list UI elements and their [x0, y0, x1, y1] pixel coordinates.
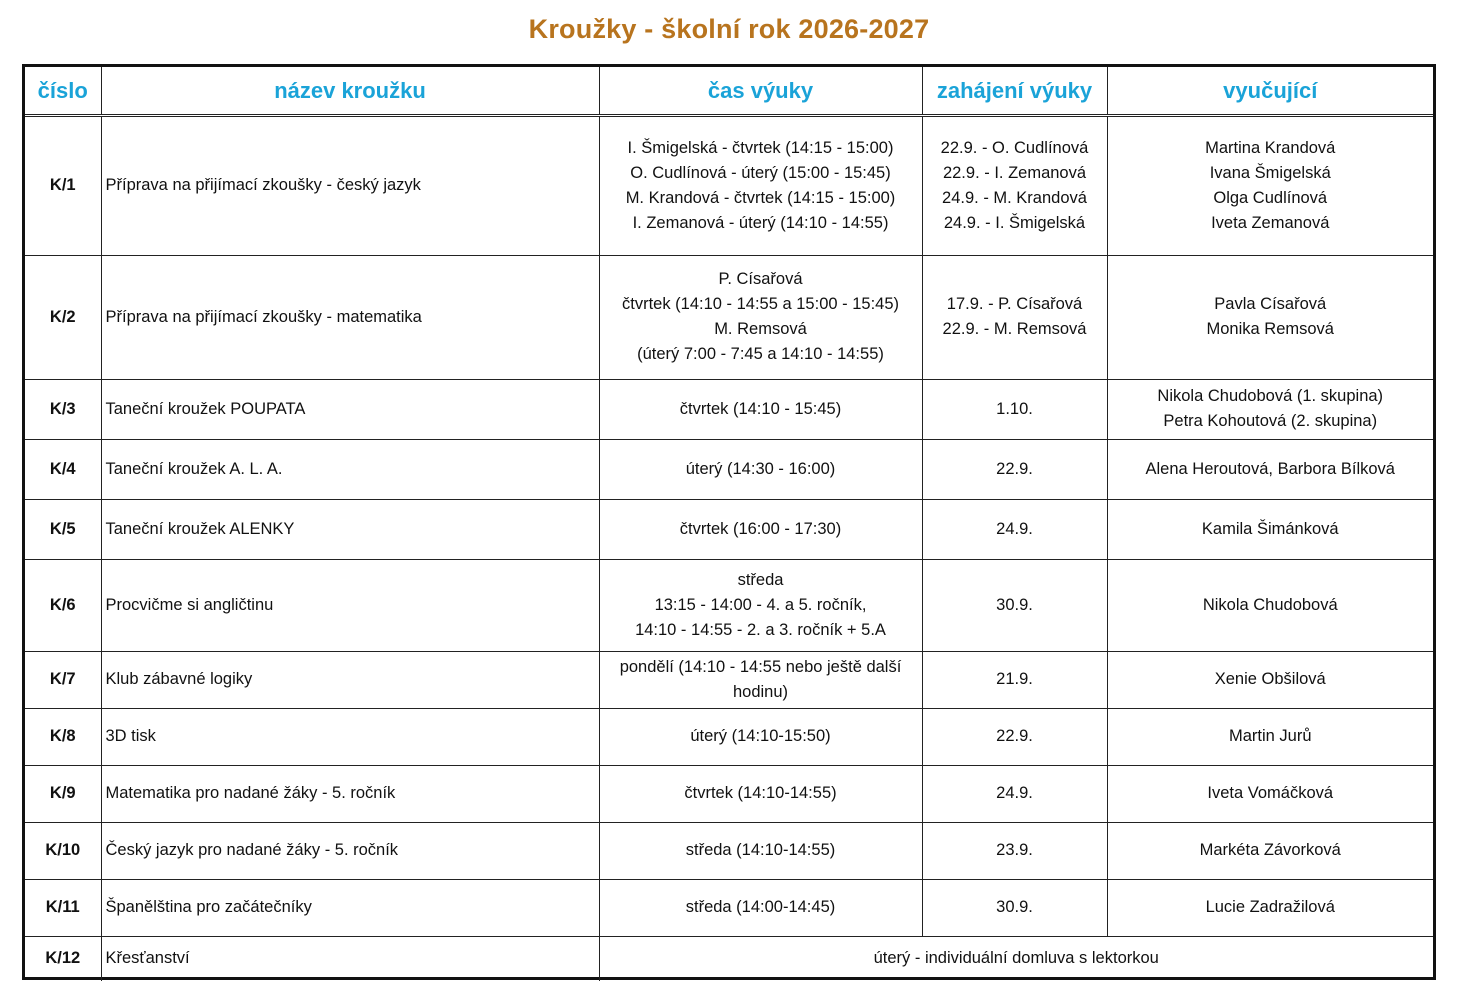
- teachers: [1107, 708, 1433, 765]
- table-row: [25, 765, 1433, 822]
- lesson-start: [922, 822, 1107, 879]
- table-row: [25, 379, 1433, 439]
- lesson-start: [922, 255, 1107, 379]
- club-name: Příprava na přijímací zkoušky - matematika: [101, 255, 599, 379]
- teachers: [1107, 379, 1433, 439]
- club-number: K/8: [25, 708, 101, 765]
- club-name: Taneční kroužek POUPATA: [101, 379, 599, 439]
- teachers-line: Martin Jurů: [1228, 727, 1312, 745]
- header-vyucujici: vyučující: [1107, 67, 1433, 115]
- table-row: [25, 559, 1433, 651]
- lesson-start-line: 21.9.: [996, 670, 1033, 688]
- club-number: K/2: [25, 255, 101, 379]
- teachers: [1107, 499, 1433, 559]
- lesson-time-line: (úterý 7:00 - 7:45 a 14:10 - 14:55): [637, 345, 884, 363]
- lesson-start: [922, 499, 1107, 559]
- lesson-start-line: 22.9.: [996, 727, 1033, 745]
- schedule-table: [25, 67, 1433, 981]
- club-name: Příprava na přijímací zkoušky - český jazyk: [101, 115, 599, 255]
- teachers-line: Markéta Závorková: [1199, 841, 1341, 859]
- teachers-line: Alena Heroutová, Barbora Bílková: [1145, 459, 1395, 478]
- teachers: [1107, 765, 1433, 822]
- lesson-time-line: M. Remsová: [714, 320, 807, 338]
- club-name: Taneční kroužek ALENKY: [101, 499, 599, 559]
- club-name: Matematika pro nadané žáky - 5. ročník: [101, 765, 599, 822]
- lesson-time: [599, 651, 922, 708]
- lesson-time: [599, 708, 922, 765]
- teachers: [1107, 559, 1433, 651]
- club-name: Španělština pro začátečníky: [101, 879, 599, 936]
- lesson-time-line: P. Císařová: [718, 270, 803, 288]
- lesson-time-line: úterý (14:30 - 16:00): [685, 459, 836, 478]
- teachers-line: Olga Cudlínová: [1213, 188, 1328, 207]
- lesson-start-line: 30.9.: [996, 595, 1033, 614]
- header-cas: čas výuky: [599, 67, 922, 115]
- lesson-start-line: 22.9. - M. Remsová: [942, 320, 1087, 338]
- teachers-line: Iveta Zemanová: [1211, 213, 1330, 232]
- teachers: [1107, 651, 1433, 708]
- lesson-time: [599, 765, 922, 822]
- table-row: [25, 708, 1433, 765]
- lesson-time-line: pondělí (14:10 - 14:55 nebo ještě další: [619, 657, 902, 676]
- lesson-time: [599, 379, 922, 439]
- lesson-time: [599, 439, 922, 499]
- lesson-start: [922, 651, 1107, 708]
- merged-note: úterý - individuální domluva s lektorkou: [599, 936, 1433, 981]
- lesson-time-line: I. Zemanová - úterý (14:10 - 14:55): [632, 213, 889, 232]
- club-number: K/3: [25, 379, 101, 439]
- lesson-start: [922, 708, 1107, 765]
- club-number: K/12: [25, 936, 101, 981]
- lesson-start-line: 24.9.: [996, 784, 1033, 802]
- teachers: [1107, 879, 1433, 936]
- table-row: [25, 499, 1433, 559]
- teachers: [1107, 439, 1433, 499]
- teachers-line: Petra Kohoutová (2. skupina): [1163, 412, 1378, 430]
- lesson-time-line: O. Cudlínová - úterý (15:00 - 15:45): [630, 163, 891, 182]
- table-row: [25, 115, 1433, 255]
- teachers-line: Iveta Vomáčková: [1207, 784, 1334, 802]
- teachers-line: Kamila Šimánková: [1201, 519, 1339, 538]
- club-number: K/5: [25, 499, 101, 559]
- lesson-time: [599, 559, 922, 651]
- lesson-start-line: 17.9. - P. Císařová: [946, 295, 1083, 313]
- lesson-start-line: 22.9. - I. Zemanová: [942, 163, 1087, 182]
- club-name: Křesťanství: [101, 936, 599, 981]
- club-number: K/10: [25, 822, 101, 879]
- table-row: [25, 822, 1433, 879]
- page-title: Kroužky - školní rok 2026-2027: [528, 14, 930, 44]
- lesson-start-line: 30.9.: [996, 898, 1033, 916]
- lesson-start-line: 24.9. - M. Krandová: [942, 188, 1087, 207]
- lesson-time: [599, 115, 922, 255]
- lesson-time: [599, 499, 922, 559]
- lesson-start-line: 23.9.: [996, 841, 1033, 859]
- lesson-start: [922, 879, 1107, 936]
- lesson-time-line: 13:15 - 14:00 - 4. a 5. ročník,: [654, 595, 867, 614]
- teachers-line: Nikola Chudobová: [1202, 595, 1338, 614]
- lesson-time-line: úterý (14:10-15:50): [690, 727, 831, 745]
- table-row: [25, 651, 1433, 708]
- lesson-time-line: hodinu): [732, 682, 789, 701]
- lesson-time: [599, 879, 922, 936]
- table-row: [25, 439, 1433, 499]
- table-row: [25, 879, 1433, 936]
- club-name: Taneční kroužek A. L. A.: [101, 439, 599, 499]
- teachers-line: Lucie Zadražilová: [1205, 898, 1335, 916]
- lesson-time-line: čtvrtek (14:10 - 14:55 a 15:00 - 15:45): [622, 295, 899, 313]
- header-nazev: název kroužku: [101, 67, 599, 115]
- club-number: K/6: [25, 559, 101, 651]
- lesson-time-line: I. Šmigelská - čtvrtek (14:15 - 15:00): [627, 138, 894, 157]
- lesson-start-line: 22.9.: [996, 459, 1033, 478]
- lesson-time-line: M. Krandová - čtvrtek (14:15 - 15:00): [625, 188, 896, 207]
- teachers-line: Nikola Chudobová (1. skupina): [1157, 387, 1384, 405]
- lesson-time-line: středa (14:00-14:45): [685, 898, 836, 916]
- teachers-line: Pavla Císařová: [1214, 295, 1327, 313]
- lesson-time-line: čtvrtek (16:00 - 17:30): [679, 519, 842, 538]
- lesson-start: [922, 115, 1107, 255]
- lesson-start: [922, 439, 1107, 499]
- club-number: K/9: [25, 765, 101, 822]
- lesson-start: [922, 379, 1107, 439]
- lesson-time-line: středa (14:10-14:55): [685, 841, 836, 859]
- club-number: K/7: [25, 651, 101, 708]
- club-number: K/4: [25, 439, 101, 499]
- club-name: Klub zábavné logiky: [101, 651, 599, 708]
- teachers-line: Xenie Obšilová: [1214, 670, 1326, 688]
- lesson-time-line: čtvrtek (14:10-14:55): [684, 784, 837, 802]
- lesson-time: [599, 822, 922, 879]
- lesson-time: [599, 255, 922, 379]
- lesson-start-line: 24.9. - I. Šmigelská: [943, 213, 1086, 232]
- table-row: [25, 936, 1433, 981]
- lesson-time-line: 14:10 - 14:55 - 2. a 3. ročník + 5.A: [635, 620, 886, 639]
- lesson-start-line: 22.9. - O. Cudlínová: [940, 138, 1089, 157]
- teachers: [1107, 255, 1433, 379]
- lesson-start-line: 24.9.: [996, 519, 1033, 538]
- club-number: K/11: [25, 879, 101, 936]
- lesson-time-line: čtvrtek (14:10 - 15:45): [679, 399, 842, 418]
- club-number: K/1: [25, 115, 101, 255]
- teachers-line: Martina Krandová: [1205, 138, 1336, 157]
- table-row: [25, 255, 1433, 379]
- header-cislo: číslo: [25, 67, 101, 115]
- teachers: [1107, 115, 1433, 255]
- lesson-start-line: 1.10.: [996, 399, 1033, 418]
- schedule-table-frame: [22, 64, 1436, 980]
- lesson-start: [922, 765, 1107, 822]
- club-name: Český jazyk pro nadané žáky - 5. ročník: [101, 822, 599, 879]
- teachers: [1107, 822, 1433, 879]
- header-row: [25, 67, 1433, 115]
- teachers-line: Ivana Šmigelská: [1209, 163, 1331, 182]
- club-name: 3D tisk: [101, 708, 599, 765]
- lesson-time-line: středa: [737, 570, 784, 589]
- teachers-line: Monika Remsová: [1206, 320, 1334, 338]
- club-name: Procvičme si angličtinu: [101, 559, 599, 651]
- header-zahajeni: zahájení výuky: [922, 67, 1107, 115]
- lesson-start: [922, 559, 1107, 651]
